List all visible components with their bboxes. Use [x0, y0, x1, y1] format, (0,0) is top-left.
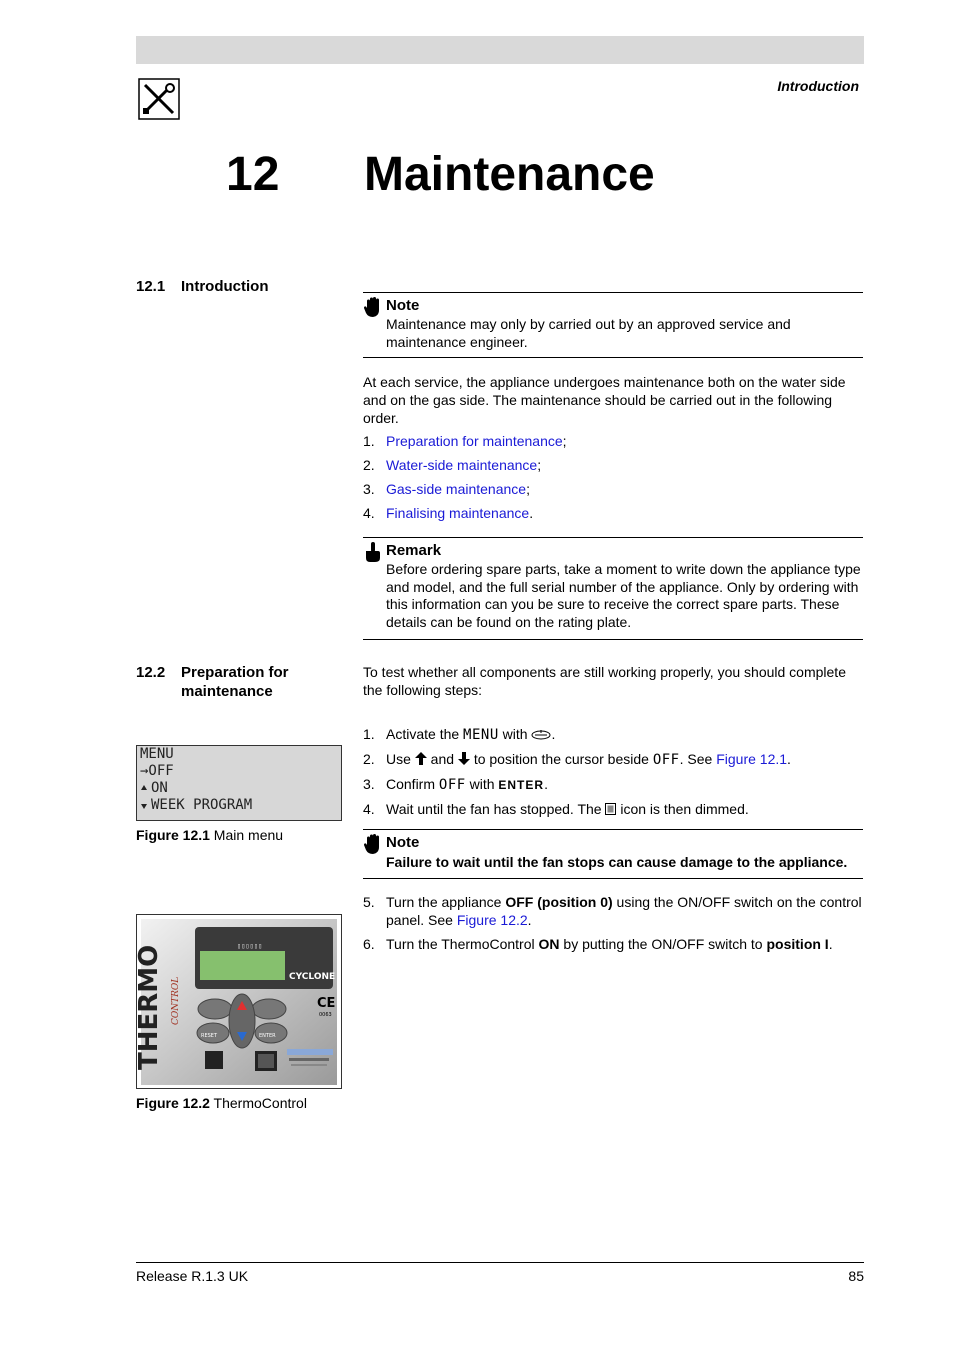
step-number: 6. — [363, 936, 375, 952]
step-6 — [363, 935, 863, 953]
list-tail: ; — [562, 433, 567, 449]
step-bold: position I — [766, 936, 829, 952]
step-text: . — [828, 936, 833, 952]
step-text: by putting the ON/OFF switch to — [559, 936, 767, 952]
lcd-line-week-program: WEEK PROGRAM — [151, 797, 253, 813]
enter-key-label: ENTER — [498, 778, 545, 792]
caption-label: Figure 12.2 — [136, 1095, 210, 1111]
link-preparation[interactable]: Preparation for maintenance — [386, 433, 563, 449]
ce-number: 0063 — [319, 1012, 332, 1018]
maintenance-order-list — [363, 432, 863, 522]
step-text: Confirm — [386, 776, 439, 792]
caption-text: Main menu — [209, 827, 284, 843]
hand-stop-icon — [363, 296, 383, 318]
section-title: Preparation for — [181, 664, 289, 681]
list-tail: ; — [526, 481, 530, 497]
link-figure-12-2[interactable]: Figure 12.2 — [456, 912, 528, 928]
ce-mark: CE — [317, 996, 336, 1011]
step-number: 4. — [363, 801, 375, 817]
arrow-down-icon — [458, 752, 470, 765]
panel-icons-row: ▯▯▯▯▯▯ — [237, 942, 263, 950]
section-title: Introduction — [181, 278, 269, 295]
menu-lcd-text: MENU — [463, 727, 499, 743]
lcd-line-on: ON — [151, 780, 168, 796]
step-1 — [363, 725, 863, 744]
lcd-up-arrow-icon — [140, 784, 148, 792]
hand-stop-icon — [363, 833, 383, 855]
step-text: . — [527, 912, 532, 928]
step-5 — [363, 893, 863, 929]
note-title: Note — [386, 834, 420, 851]
caption-label: Figure 12.1 — [136, 827, 210, 843]
tools-icon — [138, 78, 180, 120]
note-title: Note — [386, 297, 420, 314]
step-number: 2. — [363, 751, 375, 767]
list-number: 2. — [363, 457, 375, 473]
reset-button-label: RESET — [201, 1033, 218, 1039]
prep-steps-list-cont — [363, 893, 863, 953]
prep-paragraph: To test whether all components are still working properly, you should complete the following steps: — [363, 664, 846, 698]
section-heading-12-1 — [136, 277, 268, 296]
figure-12-2-caption — [136, 1095, 307, 1111]
lcd-line-off: →OFF — [140, 763, 174, 779]
step-text: icon is then dimmed. — [616, 801, 749, 817]
section-title-cont: maintenance — [181, 683, 273, 700]
list-number: 4. — [363, 505, 375, 521]
footer-release: Release R.1.3 UK — [136, 1268, 249, 1284]
arrow-up-icon — [415, 752, 427, 765]
step-text: to position the cursor beside — [469, 751, 653, 767]
control-brand: CONTROL — [171, 976, 181, 1025]
thermocontrol-figure — [136, 914, 342, 1089]
step-bold: OFF (position 0) — [505, 894, 613, 910]
step-4 — [363, 800, 863, 818]
step-text: . See — [679, 751, 717, 767]
header-bar — [136, 36, 864, 64]
note-box-warning — [363, 829, 863, 879]
enter-button-label: ENTER — [259, 1033, 276, 1039]
lcd-down-arrow-icon — [140, 802, 148, 810]
list-item — [363, 432, 863, 450]
step-text: . — [551, 726, 556, 742]
intro-paragraph: At each service, the appliance undergoes maintenance both on the water side and on the gas side. The maintenance should be carried out in the following order. — [363, 374, 846, 426]
step-text: Turn the appliance — [386, 894, 506, 910]
section-number: 12.1 — [136, 278, 166, 295]
fan-icon — [605, 803, 616, 815]
step-text: Activate the — [386, 726, 464, 742]
cyclone-logo: CYCLONE — [289, 972, 336, 982]
link-water-side[interactable]: Water-side maintenance — [386, 457, 538, 473]
step-text: using the ON/OFF switch on the control panel. See — [386, 894, 862, 928]
list-item — [363, 480, 863, 498]
pointing-hand-icon — [363, 541, 383, 563]
off-lcd-text: OFF — [438, 777, 466, 793]
step-number: 3. — [363, 776, 375, 792]
list-number: 1. — [363, 433, 375, 449]
footer-rule — [136, 1262, 864, 1263]
list-tail: ; — [537, 457, 542, 473]
list-item — [363, 456, 863, 474]
link-gas-side[interactable]: Gas-side maintenance — [386, 481, 527, 497]
remark-title: Remark — [386, 542, 442, 559]
thermocontrol-panel-image — [137, 915, 341, 1088]
off-lcd-text: OFF — [652, 752, 680, 768]
step-text: . — [787, 751, 791, 767]
note-text: Failure to wait until the fan stops can cause damage to the appliance. — [386, 854, 848, 870]
section-number: 12.2 — [136, 664, 166, 681]
remark-text: Before ordering spare parts, take a moment to write down the appliance type and model, and the full serial number of the appliance. Only by ordering with this information can you be sure to receive the correct spare parts. These details can be found on the rating plate. — [386, 561, 861, 630]
step-number: 1. — [363, 726, 375, 742]
step-3 — [363, 775, 863, 794]
thermo-brand: THERMO — [137, 944, 164, 1070]
list-number: 3. — [363, 481, 375, 497]
remark-box — [363, 537, 863, 640]
link-figure-12-1[interactable]: Figure 12.1 — [716, 751, 788, 767]
step-bold: ON — [538, 936, 560, 952]
step-text: and — [426, 751, 458, 767]
section-heading-12-2 — [136, 663, 289, 701]
step-text: Wait until the fan has stopped. The — [386, 801, 606, 817]
step-text: Turn the ThermoControl — [386, 936, 539, 952]
step-text: . — [544, 776, 548, 792]
list-item — [363, 504, 863, 522]
chapter-number: 12 — [226, 148, 280, 201]
menu-button-icon — [531, 728, 551, 740]
chapter-title: Maintenance — [364, 148, 655, 201]
list-tail: . — [529, 505, 534, 521]
link-finalising[interactable]: Finalising maintenance — [386, 505, 530, 521]
note-text: Maintenance may only by carried out by an approved service and maintenance engineer. — [386, 316, 791, 350]
note-box — [363, 292, 863, 358]
figure-12-1-caption — [136, 827, 283, 843]
step-number: 5. — [363, 894, 375, 910]
step-text: Use — [386, 751, 415, 767]
caption-text: ThermoControl — [209, 1095, 307, 1111]
lcd-line-menu: MENU — [140, 746, 174, 762]
running-header: Introduction — [777, 78, 859, 94]
lcd-main-menu — [136, 745, 342, 821]
prep-steps-list — [363, 725, 863, 818]
step-text: with — [465, 776, 499, 792]
page-number: 85 — [848, 1268, 864, 1284]
step-text: with — [498, 726, 532, 742]
step-2 — [363, 750, 863, 769]
